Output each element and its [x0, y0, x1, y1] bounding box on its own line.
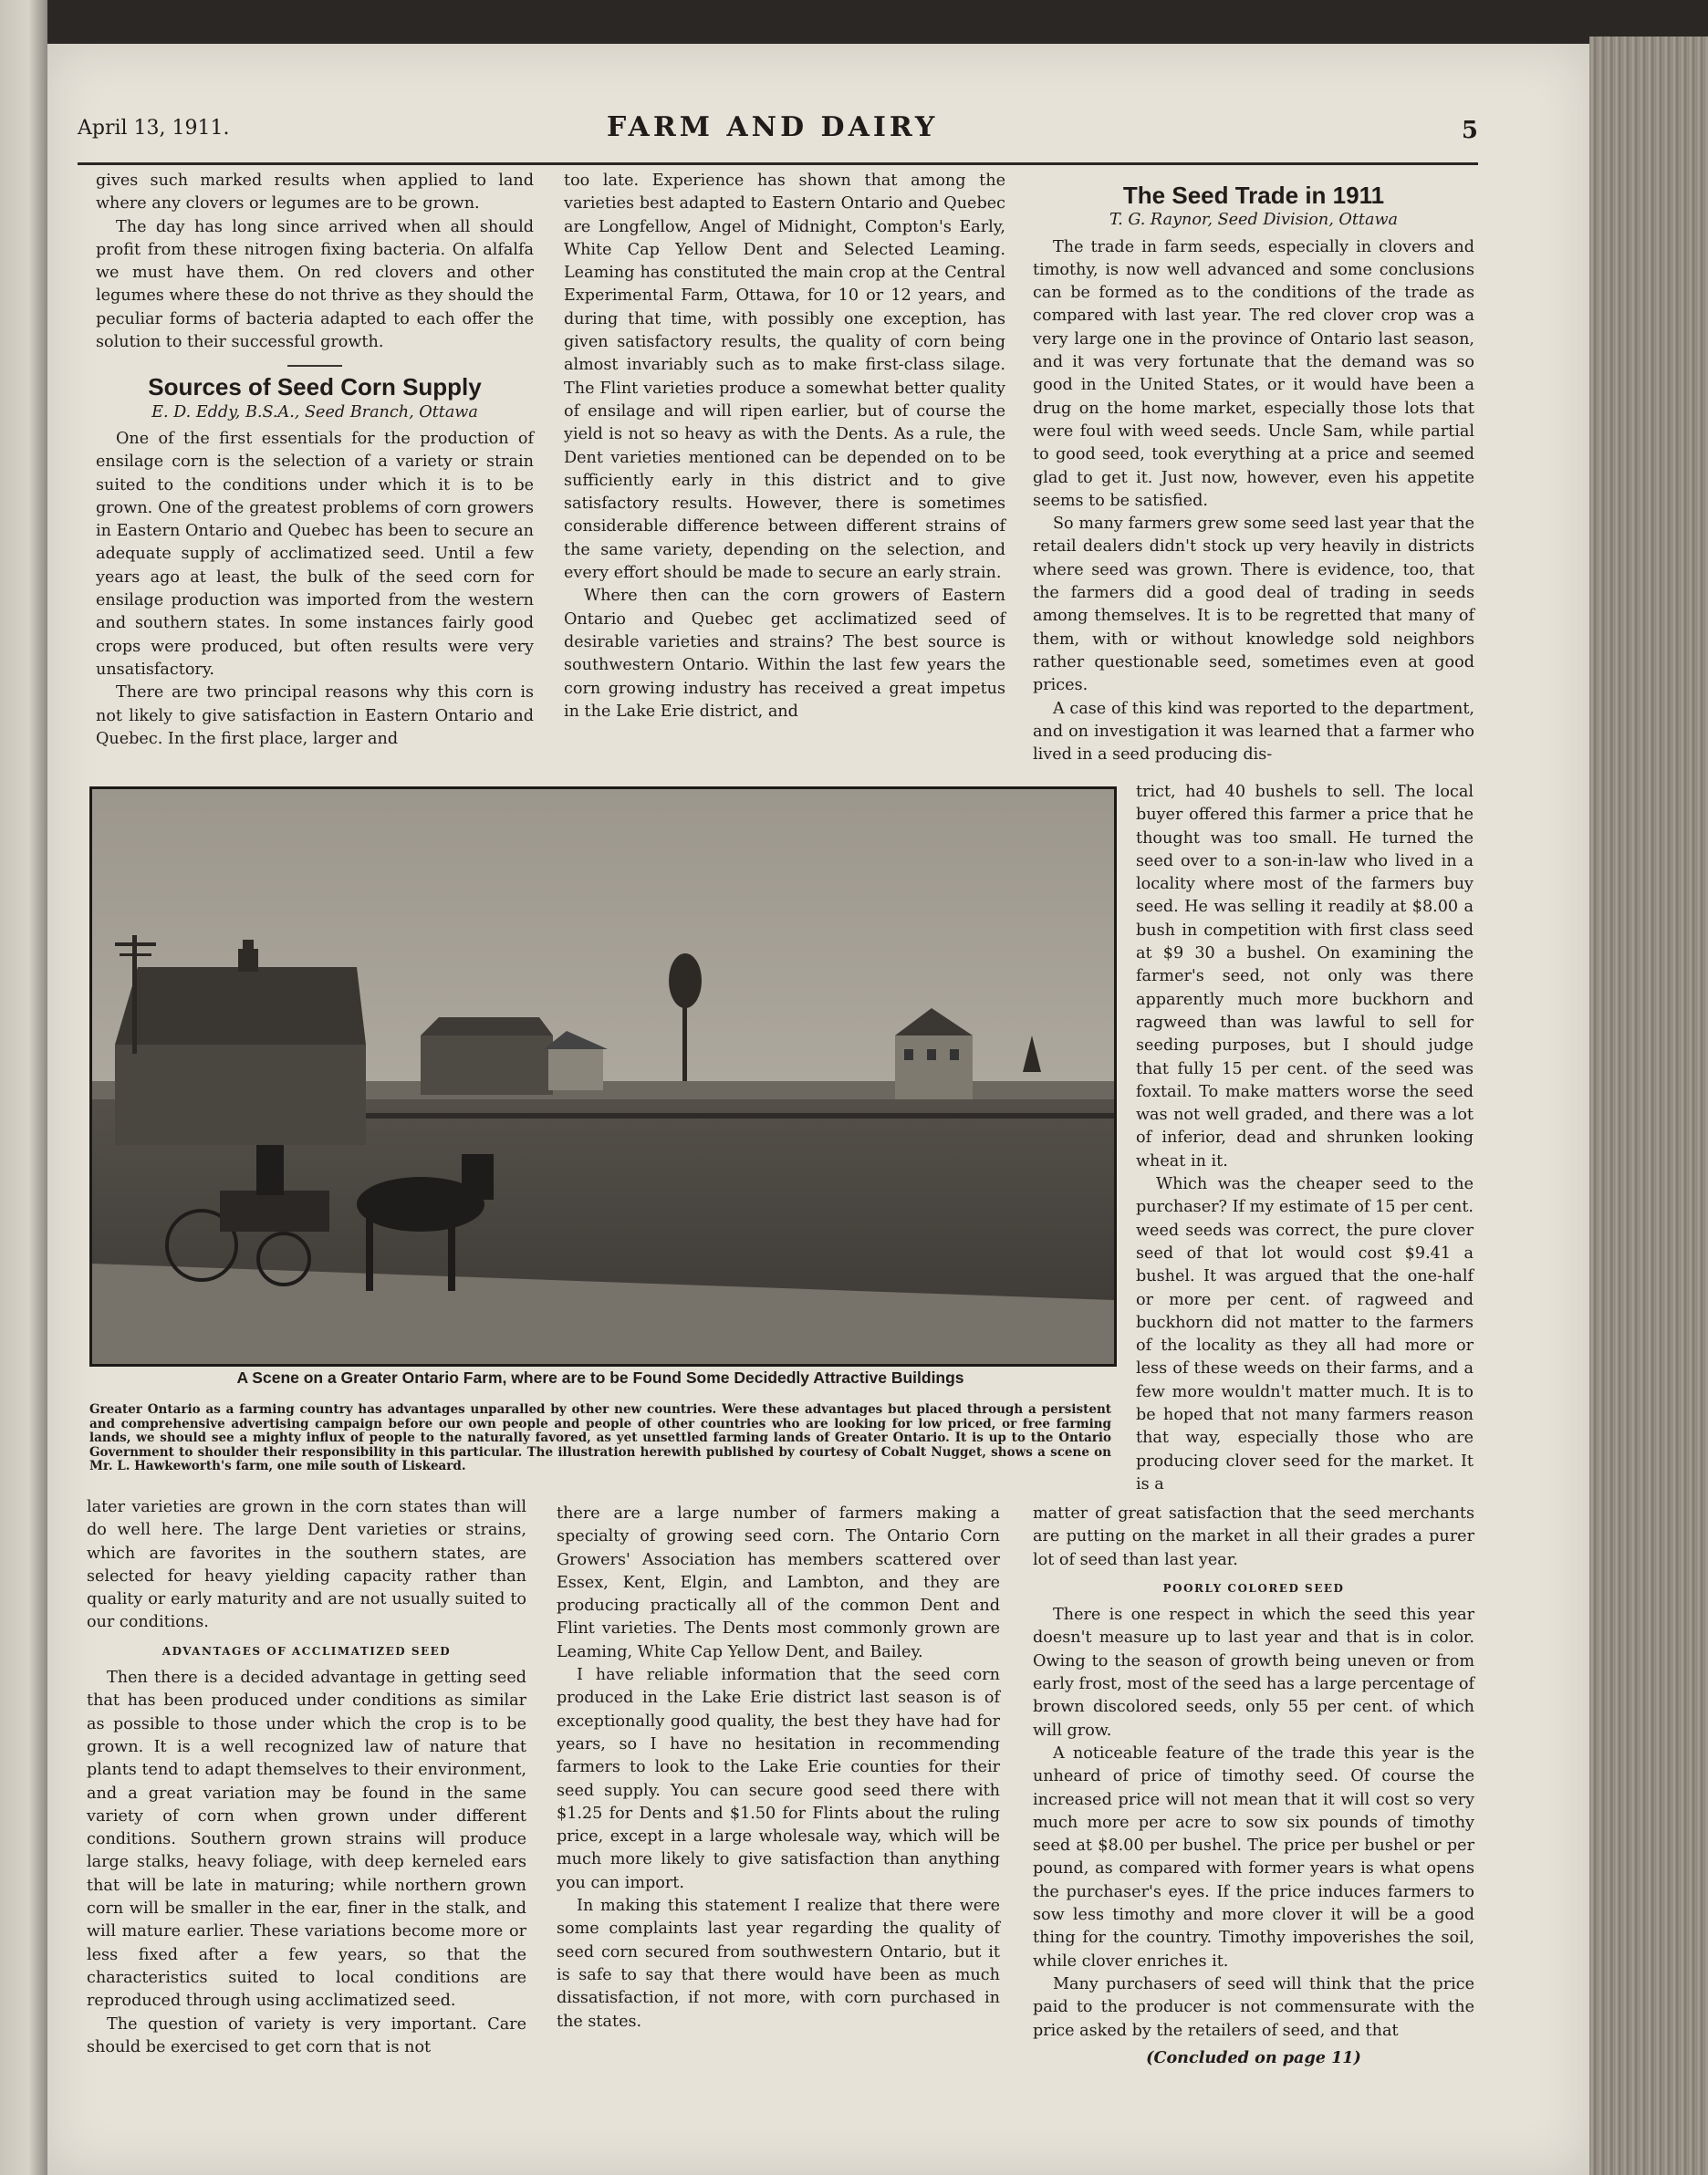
- section-subhead: ADVANTAGES OF ACCLIMATIZED SEED: [161, 1644, 452, 1658]
- paragraph: The trade in farm seeds, especially in clovers and timothy, is now well advanced and some conclusions can be formed as to the conditions of the trade as compared with last year. The red clover crop was a very large one in the province of Ontario last season, and it was very fortunate that the demand was so good in the United States, or it would have been a drug on the home market, especially those lots that were foul with weed seeds. Uncle Sam, while partial to good seed, took everything at a price and seemed glad to get it. Just now, however, even his appetite seems to be satisfied.: [1033, 237, 1474, 510]
- paragraph: there are a large number of farmers making a specialty of growing seed corn. The Ontario Corn Growers' Association has members scattered over Essex, Kent, Elgin, and Lambton, and they are producing practically all of the common Dent and Flint varieties. The Dents most commonly grown are Leaming, White Cap Yellow Dent, and Bailey.: [557, 1504, 1000, 1661]
- barn: [115, 940, 366, 1145]
- article-title: The Seed Trade in 1911: [1122, 182, 1385, 209]
- section-subhead: POORLY COLORED SEED: [1162, 1581, 1345, 1595]
- column-2-bottom: [557, 1503, 1000, 2034]
- page-number: 5: [1461, 117, 1478, 144]
- paragraph: too late. Experience has shown that among the varieties best adapted to Eastern Ontario and Quebec are Longfellow, Angel of Midnight, Compton's Early, White Cap Yellow Dent and Selected Leaming. Leaming has constituted the main crop at the Central Experimental Farm, Ottawa, for 10 or 12 years, and during that time, with possibly one exception, has given satisfactory results, the quality of corn being almost invariably such as to make first-class silage. The Flint varieties produce a somewhat better quality of ensilage and will ripen earlier, but of course the yield is not so heavy as with the Dents. As a rule, the Dent varieties mentioned can be depended on to be sufficiently early in this district and to give satisfactory results. However, there is sometimes considerable difference between different strains of the same variety, depending on the selection, and every effort should be made to secure an early strain.: [564, 172, 1005, 583]
- paragraph: So many farmers grew some seed last year that the retail dealers didn't stock up very heavily in districts where seed was grown. There is evidence, too, that the farmers did a good deal of trading in seeds among themselves. It is to be regretted that many of them, with or without knowledge sold neighbors rather questionable seed, sometimes even at good prices.: [1033, 515, 1474, 695]
- continuation-note: (Concluded on page 11): [1146, 2047, 1361, 2067]
- article-byline: E. D. Eddy, B.S.A., Seed Branch, Ottawa: [151, 402, 478, 421]
- section-divider: [287, 365, 342, 367]
- paragraph: A case of this kind was reported to the department, and on investigation it was learned that a farmer who lived in a seed producing dis-: [1033, 699, 1474, 765]
- page-header: [78, 109, 1478, 155]
- photo-caption-title: A Scene on a Greater Ontario Farm, where are to be Found Some Decidedly Attractive Buildings: [236, 1368, 964, 1387]
- book-page-stack: [1589, 36, 1708, 2175]
- fence: [366, 1113, 1114, 1119]
- article-byline: T. G. Raynor, Seed Division, Ottawa: [1109, 211, 1398, 230]
- paragraph: The question of variety is very important. Care should be exercised to get corn that is not: [87, 2014, 526, 2056]
- paragraph: One of the first essentials for the production of ensilage corn is the selection of a variety or strain suited to the conditions under which it is to be grown. One of the greatest problems of corn growers in Eastern Ontario and Quebec has been to secure an adequate supply of acclimatized seed. Until a few years ago at least, the bulk of the seed corn for ensilage production was imported from the western and southern states. In some instances fairly good crops were produced, but often results were very unsatisfactory.: [96, 429, 534, 679]
- issue-date: April 13, 1911.: [78, 117, 230, 140]
- paragraph: In making this statement I realize that there were some complaints last year regarding the quality of seed corn secured from southwestern Ontario, but it is safe to say that there would have been as much dissatisfaction, if not more, with corn purchased in the states.: [557, 1897, 1000, 2031]
- photo-caption-body: Greater Ontario as a farming country has advantages unparalled by other new countries. Were these advantages but placed through a persistent and comprehensive advertising campaign before our own people and people of other countries who are looking for low priced, or free farming lands, we should see a mighty influx of people to the naturally favored, as yet unsettled farming lands of Greater Ontario. It is up to the Ontario Government to shoulder their responsibility in this particular. The illustration herewith published by courtesy of Cobalt Nugget, shows a scene on Mr. L. Hawkeworth's farm, one mile south of Liskeard.: [89, 1402, 1111, 1473]
- column-1-bottom: [87, 1496, 526, 2059]
- column-3-bottom: [1033, 1503, 1474, 2069]
- paragraph: matter of great satisfaction that the seed merchants are putting on the market in all their grades a purer lot of seed than last year.: [1033, 1504, 1474, 1569]
- paragraph: I have reliable information that the seed corn produced in the Lake Erie district last season is of exceptionally good quality, the best they have had for years, so I have no hesitation in recommending farmers to look to the Lake Erie counties for their seed supply. You can secure good seed there with $1.25 for Dents and $1.50 for Flints about the ruling price, except in a large wholesale way, which will be much more likely to give satisfaction than anything you can import.: [557, 1666, 1000, 1892]
- masthead: FARM AND DAIRY: [607, 111, 939, 143]
- header-rule: [78, 162, 1478, 165]
- paragraph: later varieties are grown in the corn states than will do well here. The large Dent varieties or strains, which are favorites in the southern states, are selected for heavy yielding capacity rather than quality or early maturity and are not usually suited to our conditions.: [87, 1498, 526, 1632]
- paragraph: The day has long since arrived when all should profit from these nitrogen fixing bacteria. On alfalfa we must have them. On red clovers and other legumes where these do not thrive as they should the peculiar forms of bacteria adapted to each offer the solution to their successful growth.: [96, 217, 534, 352]
- column-3-top: [1033, 179, 1474, 766]
- paragraph: Where then can the corn growers of Eastern Ontario and Quebec get acclimatized seed of desirable varieties and strains? The best source is southwestern Ontario. Within the last few years the corn growing industry has received a great impetus in the Lake Erie district, and: [564, 587, 1005, 721]
- paragraph: trict, had 40 bushels to sell. The local buyer offered this farmer a price that he thought was too small. He turned the seed over to a son-in-law who lived in a locality where most of the farmers buy seed. He was selling it readily at $8.00 a bush in competition with first class seed at $9 30 a bushel. On examining the farmer's seed, not only was there apparently much more buckhorn and ragweed than was lawful to sell for seeding purposes, but I should judge that fully 15 per cent. of the seed was foxtail. To make matters worse the seed was not well graded, and there was a lot of inferior, dead and shrunken looking wheat in it.: [1136, 783, 1474, 1171]
- adjacent-page-edge: [0, 0, 47, 2175]
- column-1-top: [96, 170, 534, 751]
- column-3-narrow: [1136, 781, 1474, 1496]
- article-title: Sources of Seed Corn Supply: [148, 373, 482, 401]
- paragraph: Which was the cheaper seed to the purchaser? If my estimate of 15 per cent. weed seeds was correct, the pure clover seed of that lot would cost $9.41 a bushel. It was argued that the one-half or more per cent. of ragweed and buckhorn did not matter to the farmers of the locality as they all had more or less of these weeds on their farms, and a few more wouldn't matter much. It is to be hoped that not many farmers reason that way, especially those who are producing clover seed for the market. It is a: [1136, 1175, 1474, 1493]
- paragraph: Then there is a decided advantage in getting seed that has been produced under conditions as similar as possible to those under which the crop is to be grown. It is a well recognized law of nature that plants tend to adapt themselves to their environment, and a great variation may be found in the same variety of corn when grown under different conditions. Southern grown strains will produce large stalks, heavy foliage, with deep kerneled ears that will be late in maturing; while northern grown corn will be smaller in the ear, finer in the stalk, and will mature earlier. These variations become more or less fixed after a few years, so that the characteristics suited to local conditions are reproduced through using acclimatized seed.: [87, 1669, 526, 2011]
- paragraph: There is one respect in which the seed this year doesn't measure up to last year and that is in color. Owing to the season of growth being uneven or from early frost, most of the seed has a large percentage of brown discolored seeds, only 55 per cent. of which will grow.: [1033, 1606, 1474, 1740]
- paragraph: There are two principal reasons why this corn is not likely to give satisfaction in Eastern Ontario and Quebec. In the first place, larger and: [96, 683, 534, 748]
- paragraph: A noticeable feature of the trade this year is the unheard of price of timothy seed. Of course the increased price will not mean that it will cost so very much more per acre to sow six pounds of timothy seed at $8.00 per bushel. The price per bushel or per pound, as compared with former years is what opens the purchaser's eyes. If the price induces farmers to sow less timothy and more clover it will be a good thing for the country. Timothy impoverishes the soil, while clover enriches it.: [1033, 1743, 1474, 1971]
- farm-scene-illustration: [92, 789, 1114, 1364]
- farm-photograph: [89, 786, 1117, 1367]
- paragraph: gives such marked results when applied to land where any clovers or legumes are to be grown.: [96, 172, 534, 213]
- paragraph: Many purchasers of seed will think that the price paid to the producer is not commensurate with the price asked by the retailers of seed, and that: [1033, 1974, 1474, 2040]
- column-2-top: [564, 170, 1005, 723]
